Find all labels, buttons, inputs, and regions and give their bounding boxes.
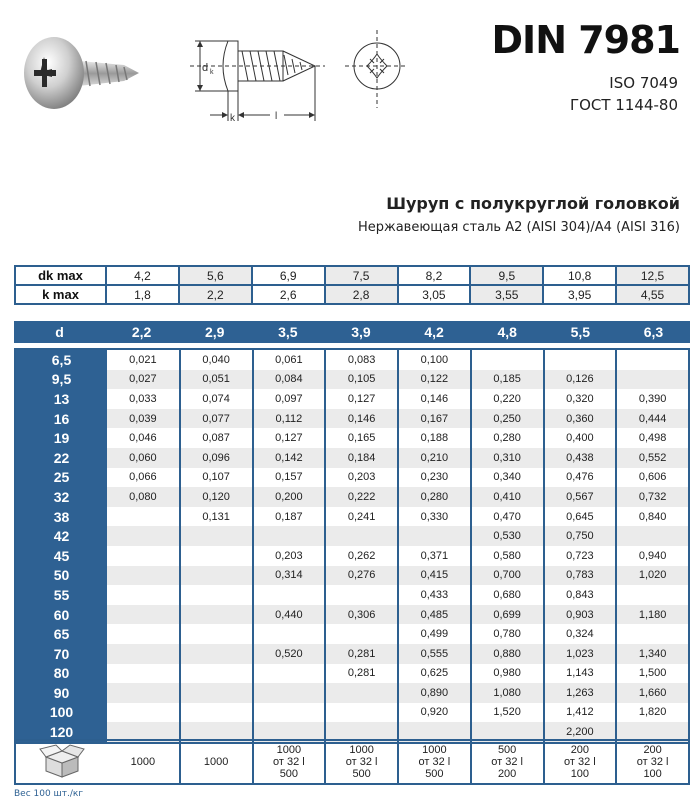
weight-cell: 0,606 <box>616 468 689 488</box>
weight-cell: 0,146 <box>325 409 398 429</box>
weight-cell: 0,112 <box>253 409 326 429</box>
weight-cell <box>107 703 180 723</box>
weight-cell: 0,625 <box>398 664 471 684</box>
weight-cell: 1,412 <box>544 703 617 723</box>
packaging-quantity <box>471 740 544 784</box>
weight-cell: 0,843 <box>544 585 617 605</box>
weight-cell: 0,220 <box>471 389 544 409</box>
length-label: 45 <box>15 546 107 566</box>
diameter-header-label: d <box>14 321 105 343</box>
dimension-value: 6,9 <box>252 266 325 285</box>
weight-cell: 1,080 <box>471 683 544 703</box>
diameter-column-header: 3,9 <box>324 321 397 343</box>
weight-cell <box>107 566 180 586</box>
weight-cell: 0,324 <box>544 624 617 644</box>
weight-cell: 0,920 <box>398 703 471 723</box>
weight-cell: 0,105 <box>325 370 398 390</box>
table-row <box>15 409 689 429</box>
weight-cell: 1,020 <box>616 566 689 586</box>
packaging-line: от 32 l <box>564 756 596 768</box>
weight-cell: 0,940 <box>616 546 689 566</box>
packaging-line: 100 <box>570 768 590 780</box>
weight-cell: 1,820 <box>616 703 689 723</box>
packaging-line: 500 <box>497 744 517 756</box>
packaging-quantity <box>325 740 398 784</box>
weight-cell: 0,438 <box>544 448 617 468</box>
weight-cell: 0,410 <box>471 487 544 507</box>
weight-cell: 0,444 <box>616 409 689 429</box>
length-label: 6,5 <box>15 349 107 370</box>
dimension-row <box>15 266 689 285</box>
weight-cell: 0,750 <box>544 526 617 546</box>
weight-cell: 0,126 <box>544 370 617 390</box>
weight-cell: 0,142 <box>253 448 326 468</box>
weight-cell <box>180 546 253 566</box>
weight-cell: 0,120 <box>180 487 253 507</box>
weight-cell <box>253 624 326 644</box>
weight-cell: 0,122 <box>398 370 471 390</box>
dimension-row <box>15 285 689 304</box>
length-label: 22 <box>15 448 107 468</box>
weight-cell: 1,520 <box>471 703 544 723</box>
weight-cell: 0,281 <box>325 664 398 684</box>
length-label: 42 <box>15 526 107 546</box>
packaging-line: 1000 <box>130 756 156 768</box>
weight-cell: 0,040 <box>180 349 253 370</box>
weight-cell: 0,083 <box>325 349 398 370</box>
dimension-value: 9,5 <box>470 266 543 285</box>
length-label: 70 <box>15 644 107 664</box>
table-row <box>15 664 689 684</box>
weight-cell <box>325 585 398 605</box>
table-row <box>15 448 689 468</box>
weight-cell: 0,188 <box>398 428 471 448</box>
weight-cell <box>180 605 253 625</box>
weight-cell: 0,360 <box>544 409 617 429</box>
weight-cell: 0,567 <box>544 487 617 507</box>
packaging-line: 200 <box>643 744 662 756</box>
weight-cell: 0,241 <box>325 507 398 527</box>
weight-cell <box>180 585 253 605</box>
dimension-label: dk max <box>15 266 106 285</box>
dimension-value: 5,6 <box>179 266 252 285</box>
head-dimensions-table <box>14 265 690 305</box>
weight-cell: 0,310 <box>471 448 544 468</box>
weight-cell: 0,840 <box>616 507 689 527</box>
diameter-column-header: 4,8 <box>471 321 544 343</box>
weight-cell <box>107 526 180 546</box>
weight-cell: 0,280 <box>471 428 544 448</box>
weight-cell: 0,131 <box>180 507 253 527</box>
weight-cell: 0,780 <box>471 624 544 644</box>
weight-cell: 1,263 <box>544 683 617 703</box>
length-label: 50 <box>15 566 107 586</box>
weight-cell <box>180 526 253 546</box>
box-icon <box>15 740 107 784</box>
diameter-column-header: 2,2 <box>105 321 178 343</box>
weight-cell: 0,087 <box>180 428 253 448</box>
length-label: 60 <box>15 605 107 625</box>
label-dk: d <box>202 62 209 74</box>
dimension-value: 4,2 <box>106 266 179 285</box>
weight-cell <box>471 349 544 370</box>
weight-cell: 0,203 <box>253 546 326 566</box>
weight-cell: 0,127 <box>325 389 398 409</box>
diameter-column-header: 4,2 <box>398 321 471 343</box>
weight-cell: 0,783 <box>544 566 617 586</box>
length-label: 38 <box>15 507 107 527</box>
weight-cell: 0,903 <box>544 605 617 625</box>
weight-cell <box>107 546 180 566</box>
weight-cell: 0,330 <box>398 507 471 527</box>
length-label: 80 <box>15 664 107 684</box>
weight-cell: 0,096 <box>180 448 253 468</box>
weight-cell: 0,100 <box>398 349 471 370</box>
weight-cell <box>180 703 253 723</box>
weight-cell: 0,645 <box>544 507 617 527</box>
weight-cell: 0,084 <box>253 370 326 390</box>
weight-cell: 0,097 <box>253 389 326 409</box>
weight-cell: 0,499 <box>398 624 471 644</box>
standard-title: DIN 7981 <box>491 18 680 62</box>
weight-cell <box>616 526 689 546</box>
weight-cell: 0,306 <box>325 605 398 625</box>
weight-cell: 0,530 <box>471 526 544 546</box>
weight-cell: 0,127 <box>253 428 326 448</box>
dimension-value: 8,2 <box>398 266 471 285</box>
weight-cell: 0,184 <box>325 448 398 468</box>
packaging-quantity <box>107 740 180 784</box>
weight-cell: 0,185 <box>471 370 544 390</box>
weight-cell: 0,281 <box>325 644 398 664</box>
weight-cell: 0,552 <box>616 448 689 468</box>
weight-cell <box>180 664 253 684</box>
packaging-quantity <box>544 740 617 784</box>
table-row <box>15 644 689 664</box>
weight-cell: 0,470 <box>471 507 544 527</box>
weight-cell: 0,077 <box>180 409 253 429</box>
weight-cell: 0,340 <box>471 468 544 488</box>
weight-cell: 0,498 <box>616 428 689 448</box>
weight-cell <box>325 624 398 644</box>
packaging-line: 1000 <box>349 744 374 756</box>
product-title: Шуруп с полукруглой головкой <box>386 194 680 213</box>
dimension-value: 2,8 <box>325 285 398 304</box>
packaging-line: 200 <box>497 768 517 780</box>
weight-cell: 0,680 <box>471 585 544 605</box>
weight-cell <box>107 585 180 605</box>
table-row <box>15 703 689 723</box>
packaging-quantity <box>616 740 689 784</box>
weight-cell: 0,107 <box>180 468 253 488</box>
weight-cell: 0,723 <box>544 546 617 566</box>
packaging-line: 500 <box>279 768 299 780</box>
gost-standard: ГОСТ 1144-80 <box>569 96 678 114</box>
weight-cell <box>325 526 398 546</box>
table-row <box>15 624 689 644</box>
packaging-line: 1000 <box>422 744 447 756</box>
table-row <box>15 566 689 586</box>
weight-cell: 0,066 <box>129 471 157 484</box>
table-row <box>15 526 689 546</box>
weight-cell <box>325 683 398 703</box>
packaging-quantity <box>180 740 253 784</box>
packaging-line: 500 <box>352 768 371 780</box>
packaging-line: от 32 l <box>491 756 523 768</box>
weight-cell: 0,061 <box>253 349 326 370</box>
dimension-label: k max <box>15 285 106 304</box>
weight-cell <box>180 566 253 586</box>
weight-cell: 0,390 <box>616 389 689 409</box>
weight-cell: 1,500 <box>616 664 689 684</box>
diameter-header <box>14 321 690 343</box>
weight-cell: 0,222 <box>325 487 398 507</box>
weight-cell: 1,023 <box>544 644 617 664</box>
weight-cell <box>107 624 180 644</box>
weight-cell: 0,250 <box>471 409 544 429</box>
dimension-value: 10,8 <box>543 266 616 285</box>
packaging-quantity <box>398 740 471 784</box>
dimension-value: 7,5 <box>325 266 398 285</box>
weight-cell <box>253 683 326 703</box>
screw-photo <box>14 35 139 115</box>
packaging-line: от 32 l <box>418 756 451 768</box>
packaging-quantity <box>253 740 326 784</box>
weight-cell: 0,230 <box>398 468 471 488</box>
table-row <box>15 370 689 390</box>
weight-cell <box>325 703 398 723</box>
screw-technical-drawing <box>190 35 330 123</box>
weight-cell <box>180 624 253 644</box>
dimension-value: 2,6 <box>252 285 325 304</box>
iso-standard: ISO 7049 <box>609 74 678 92</box>
diameter-column-header: 3,5 <box>251 321 324 343</box>
weight-cell: 1,340 <box>616 644 689 664</box>
length-label: 55 <box>15 585 107 605</box>
weight-cell: 0,210 <box>398 448 471 468</box>
table-row <box>15 428 689 448</box>
weight-cell: 0,060 <box>107 448 180 468</box>
table-row <box>15 389 689 409</box>
packaging-line: 200 <box>570 744 590 756</box>
table-row <box>15 487 689 507</box>
length-label: 25 <box>15 468 107 488</box>
product-material: Нержавеющая сталь A2 (AISI 304)/A4 (AISI 316) <box>357 220 680 235</box>
packaging-line: 500 <box>425 768 444 780</box>
weight-cell: 0,167 <box>398 409 471 429</box>
weight-cell: 0,699 <box>471 605 544 625</box>
weight-cell <box>616 370 689 390</box>
label-l: l <box>275 111 278 122</box>
packaging-line: от 32 l <box>345 756 378 768</box>
weight-footnote: Вес 100 шт./кг <box>14 789 84 799</box>
weight-cell: 0,580 <box>471 546 544 566</box>
label-k: k <box>230 113 235 123</box>
weight-cell: 0,146 <box>398 389 471 409</box>
weight-cell: 0,400 <box>544 428 617 448</box>
weight-cell: 0,371 <box>398 546 471 566</box>
weight-cell <box>107 664 180 684</box>
length-label: 120 <box>15 722 107 743</box>
weight-cell: 0,485 <box>398 605 471 625</box>
length-label: 19 <box>15 428 107 448</box>
weight-cell: 1,143 <box>544 664 617 684</box>
length-label: 32 <box>15 487 107 507</box>
weight-cell: 0,555 <box>398 644 471 664</box>
packaging-line: от 32 l <box>273 756 305 768</box>
weight-cell: 0,080 <box>107 487 180 507</box>
weight-cell: 0,200 <box>253 487 326 507</box>
weight-cell: 0,165 <box>325 428 398 448</box>
weight-cell: 0,051 <box>180 370 253 390</box>
weight-cell <box>107 507 180 527</box>
weight-cell <box>253 703 326 723</box>
weight-cell: 0,157 <box>253 468 326 488</box>
weight-cell: 0,980 <box>471 664 544 684</box>
weight-cell: 0,203 <box>325 468 398 488</box>
dimension-value: 12,5 <box>616 266 689 285</box>
weight-cell: 0,280 <box>398 487 471 507</box>
table-row <box>15 507 689 527</box>
table-row <box>15 349 689 370</box>
weight-cell <box>544 349 617 370</box>
weight-cell <box>107 644 180 664</box>
weight-cell: 0,880 <box>471 644 544 664</box>
weight-cell <box>253 585 326 605</box>
length-label: 90 <box>15 683 107 703</box>
weight-cell: 0,520 <box>253 644 326 664</box>
weight-cell <box>616 349 689 370</box>
table-row <box>15 683 689 703</box>
label-dk-sub: k <box>210 69 214 76</box>
weight-cell: 2,200 <box>544 722 617 743</box>
length-label: 13 <box>15 389 107 409</box>
dimension-value: 3,05 <box>398 285 471 304</box>
table-row <box>15 605 689 625</box>
length-label: 9,5 <box>15 370 107 390</box>
diameter-column-header: 6,3 <box>617 321 690 343</box>
dimension-value: 3,95 <box>543 285 616 304</box>
diameter-column-header: 2,9 <box>178 321 251 343</box>
weight-cell: 0,187 <box>253 507 326 527</box>
dimension-value: 4,55 <box>616 285 689 304</box>
phillips-head-front-view <box>345 30 405 110</box>
weight-cell <box>180 644 253 664</box>
weight-cell <box>107 605 180 625</box>
weight-table <box>14 348 690 744</box>
weight-cell <box>398 526 471 546</box>
weight-cell: 0,320 <box>544 389 617 409</box>
weight-cell: 0,074 <box>180 389 253 409</box>
weight-cell: 0,433 <box>398 585 471 605</box>
weight-cell <box>253 526 326 546</box>
weight-cell: 0,700 <box>471 566 544 586</box>
weight-cell: 1,180 <box>616 605 689 625</box>
weight-cell: 0,415 <box>398 566 471 586</box>
weight-cell: 0,890 <box>398 683 471 703</box>
length-label: 100 <box>15 703 107 723</box>
weight-cell: 0,033 <box>129 392 157 405</box>
packaging-line: 1000 <box>203 756 229 768</box>
packaging-line: от 32 l <box>636 756 669 768</box>
weight-cell: 0,046 <box>129 432 157 445</box>
packaging-line: 1000 <box>276 744 302 756</box>
diameter-column-header: 5,5 <box>544 321 617 343</box>
packaging-table <box>14 739 690 785</box>
weight-cell <box>253 664 326 684</box>
dimension-value: 3,55 <box>470 285 543 304</box>
weight-cell <box>180 683 253 703</box>
table-row <box>15 585 689 605</box>
weight-cell: 0,732 <box>616 487 689 507</box>
weight-cell <box>107 683 180 703</box>
weight-cell: 0,027 <box>107 370 180 390</box>
dimension-value: 1,8 <box>106 285 179 304</box>
weight-cell: 0,021 <box>129 353 157 366</box>
weight-cell: 0,276 <box>325 566 398 586</box>
length-label: 16 <box>15 409 107 429</box>
dimension-value: 2,2 <box>179 285 252 304</box>
weight-cell: 0,262 <box>325 546 398 566</box>
weight-cell <box>616 585 689 605</box>
weight-cell: 0,039 <box>107 409 180 429</box>
weight-cell: 0,314 <box>253 566 326 586</box>
table-row <box>15 546 689 566</box>
packaging-line: 100 <box>643 768 662 780</box>
weight-cell: 1,660 <box>616 683 689 703</box>
weight-cell <box>616 624 689 644</box>
table-row <box>15 468 689 488</box>
weight-cell: 0,476 <box>544 468 617 488</box>
weight-cell: 0,440 <box>253 605 326 625</box>
length-label: 65 <box>15 624 107 644</box>
